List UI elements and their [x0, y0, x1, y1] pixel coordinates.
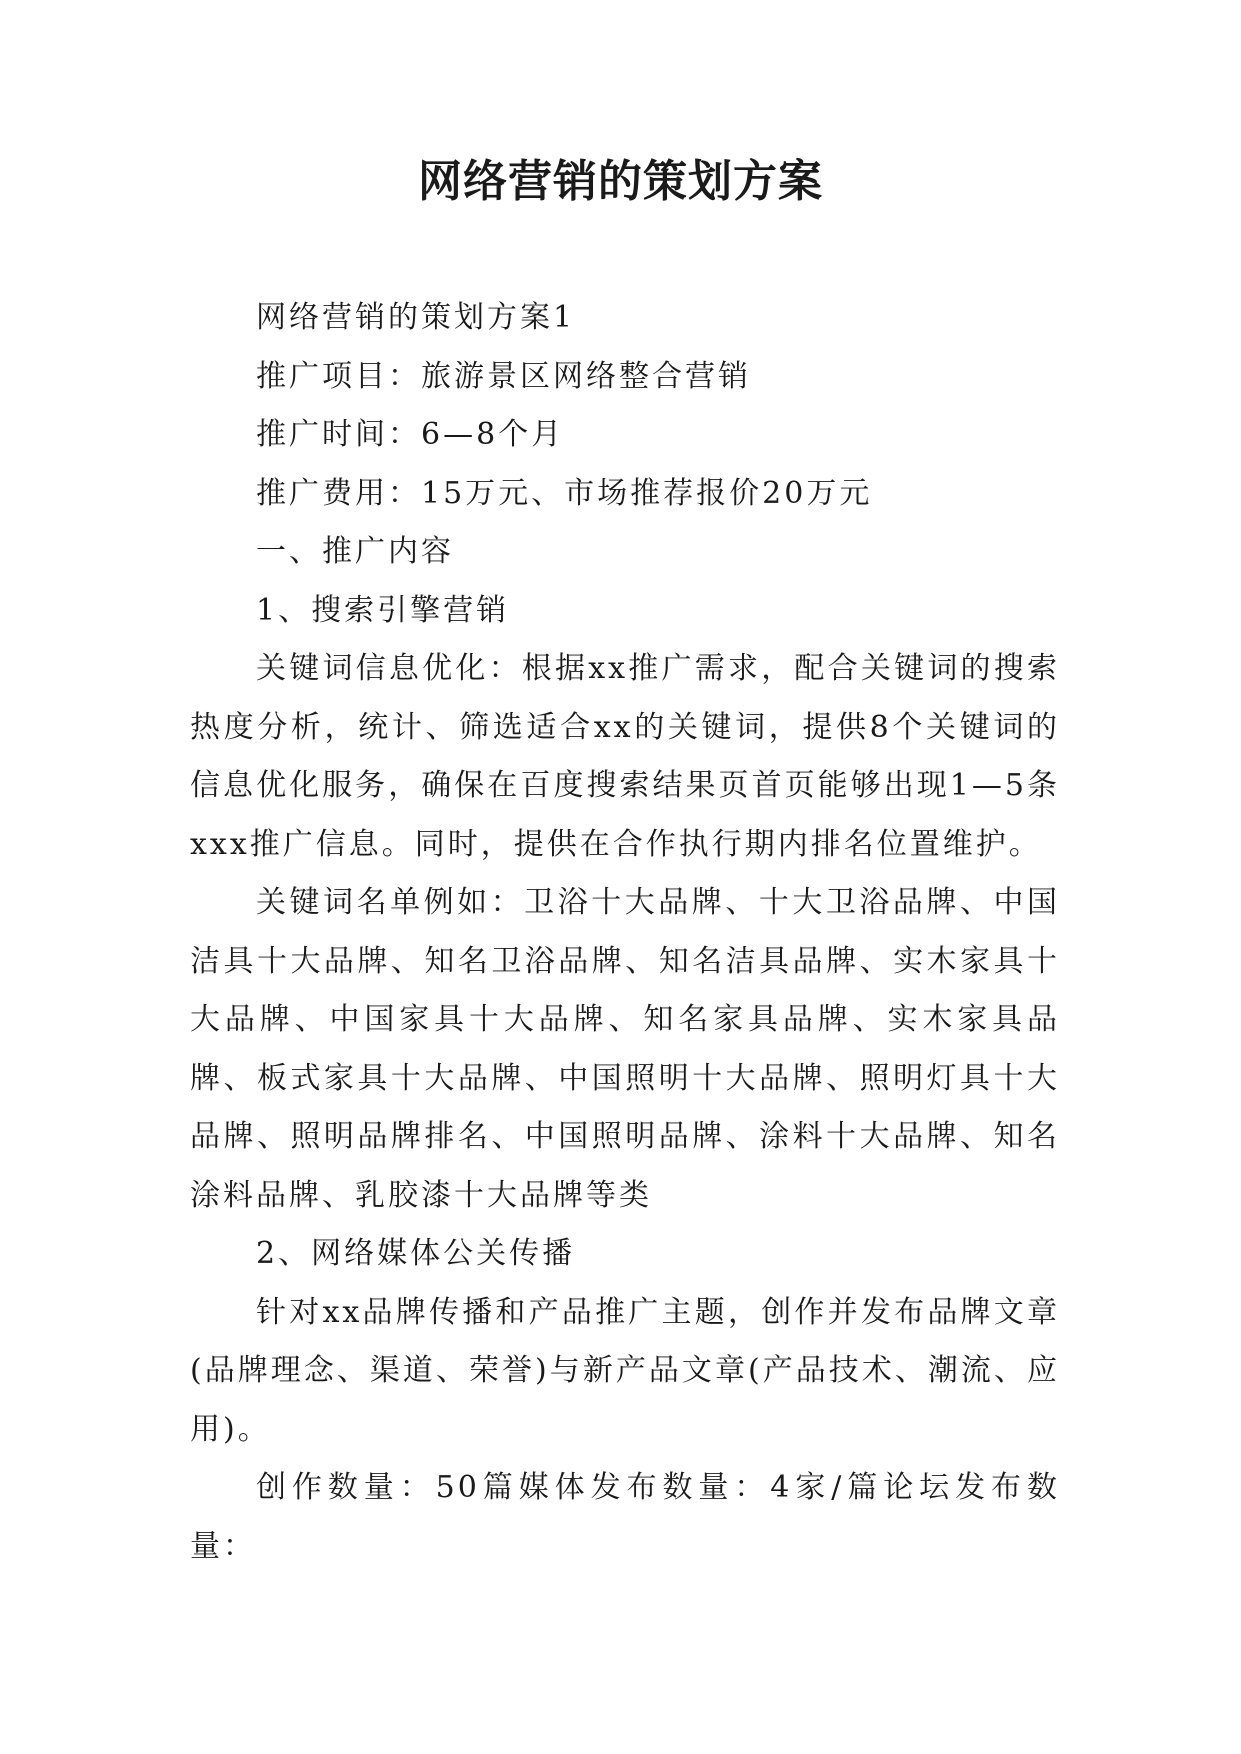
- document-body: [190, 289, 1060, 1576]
- subsection-heading-pr: 2、网络媒体公关传播: [256, 1236, 576, 1271]
- paragraph-quantities: 创作数量：50篇媒体发布数量：4家/篇论坛发布数量：: [190, 1470, 1060, 1564]
- subsection-heading-sem: 1、搜索引擎营销: [256, 592, 510, 628]
- paragraph-keyword-list: 关键词名单例如：卫浴十大品牌、十大卫浴品牌、中国洁具十大品牌、知名卫浴品牌、知名洁具品牌、实木家具十大品牌、中国家具十大品牌、知名家具品牌、实木家具品牌、板式家具十大品牌、中国照明十大品牌、照明灯具十大品牌、照明品牌排名、中国照明品牌、涂料十大品牌、知名涂料品牌、乳胶漆十大品牌等类: [190, 885, 1060, 1213]
- paragraph-keyword-optimization: 关键词信息优化：根据xx推广需求，配合关键词的搜索热度分析，统计、筛选适合xx的关键词，提供8个关键词的信息优化服务，确保在百度搜索结果页首页能够出现1—5条xxx推广信息。同时，提供在合作执行期内排名位置维护。: [190, 651, 1060, 862]
- document-title: 网络营销的策划方案: [418, 156, 823, 207]
- paragraph-project: 推广项目：旅游景区网络整合营销: [256, 358, 751, 394]
- section-heading-content: 一、推广内容: [256, 534, 454, 569]
- paragraph-cost: 推广费用：15万元、市场推荐报价20万元: [256, 475, 873, 511]
- paragraph-pr-articles: 针对xx品牌传播和产品推广主题，创作并发布品牌文章(品牌理念、渠道、荣誉)与新产品文章(产品技术、潮流、应用)。: [190, 1294, 1060, 1447]
- paragraph-duration: 推广时间：6—8个月: [256, 417, 565, 452]
- paragraph-plan-heading: 网络营销的策划方案1: [256, 300, 576, 335]
